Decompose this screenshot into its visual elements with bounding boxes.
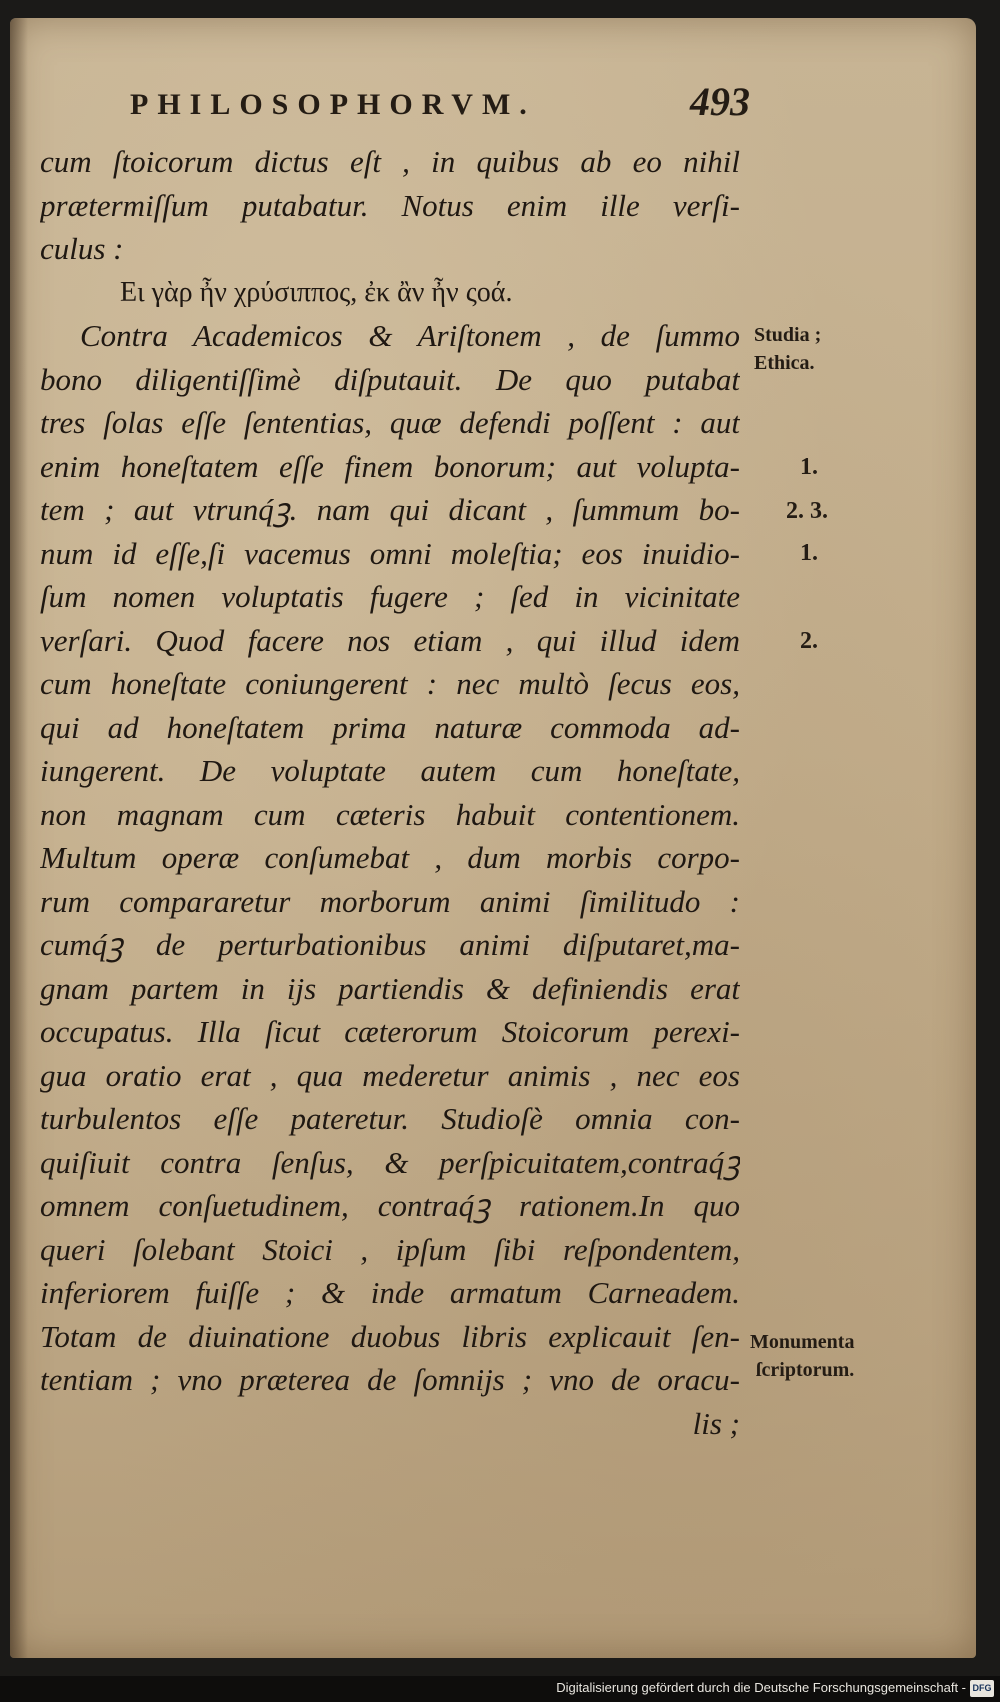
text-line: rum compararetur morborum animi ſimilitudo :: [40, 883, 740, 919]
text-line: inferiorem fuiſſe ; & inde armatum Carneadem.: [40, 1275, 740, 1310]
text-line: queri ſolebant Stoici , ipſum ſibi reſpondentem,: [40, 1231, 740, 1267]
margin-note-ethica: Ethica.: [754, 352, 815, 374]
text-line: occupatus. Illa ſicut cæterorum Stoicorum perexi-: [40, 1014, 740, 1049]
digitization-footer: [0, 1676, 1000, 1702]
text-line: gnam partem in ijs partiendis & definiendis erat: [40, 970, 740, 1006]
greek-verse-line: Ει γὰρ ἦν χρύσιππος, ἐκ ἂν ἦν ςοά.: [120, 276, 513, 308]
text-line: ſum nomen voluptatis fugere ; ſed in vicinitate: [40, 579, 740, 614]
text-line: Totam de diuinatione duobus libris explicauit ſen-: [40, 1318, 740, 1354]
text-line: turbulentos eſſe pateretur. Studioſè omnia con-: [40, 1101, 740, 1136]
dfg-logo-icon: DFG: [970, 1680, 994, 1697]
main-text: [40, 140, 740, 1445]
funding-credit: Digitalisierung gefördert durch die Deutsche Forschungsgemeinschaft -: [556, 1680, 966, 1695]
text-line: cum ſtoicorum dictus eſt , in quibus ab eo nihil: [40, 144, 740, 179]
text-line: Multum operæ conſumebat , dum morbis corpo-: [40, 840, 740, 875]
text-line: qui ad honeſtatem prima naturæ commoda ad-: [40, 709, 740, 745]
text-line: enim honeſtatem eſſe finem bonorum; aut volupta-: [40, 448, 740, 484]
text-line: num id eſſe,ſi vacemus omni moleſtia; eos inuidio-: [40, 535, 740, 571]
margin-note-scriptorum: ſcriptorum.: [756, 1359, 855, 1381]
page-header: [130, 78, 750, 138]
text-line: quiſiuit contra ſenſus, & perſpicuitatem,contraq́ꝫ: [40, 1144, 740, 1180]
text-line: tentiam ; vno præterea de ſomnijs ; vno de oracu-: [40, 1362, 740, 1397]
text-line: prætermiſſum putabatur. Notus enim ille verſi-: [40, 187, 740, 223]
margin-note-monumenta: Monumenta: [750, 1331, 855, 1353]
text-line: tres ſolas eſſe ſententias, quæ defendi poſſent : aut: [40, 405, 740, 440]
margin-number: 1.: [800, 454, 818, 480]
text-line: gua oratio erat , qua mederetur animis , nec eos: [40, 1057, 740, 1093]
margin-note-studia: Studia ;: [754, 324, 822, 346]
text-line: omnem conſuetudinem, contraq́ꝫ rationem.In quo: [40, 1188, 740, 1223]
text-line: culus :: [40, 231, 124, 266]
book-page: [10, 18, 976, 1658]
text-line: tem ; aut vtrunq́ꝫ. nam qui dicant , ſummum bo-: [40, 492, 740, 527]
text-line: bono diligentiſſimè diſputauit. De quo putabat: [40, 361, 740, 397]
margin-number: 2. 3.: [786, 498, 828, 524]
running-head: PHILOSOPHORVM.: [130, 88, 536, 121]
text-line: verſari. Quod facere nos etiam , qui illud idem: [40, 622, 740, 658]
page-number: 493: [690, 79, 750, 124]
text-line: cum honeſtate coniungerent : nec multò ſecus eos,: [40, 666, 740, 701]
text-line: iungerent. De voluptate autem cum honeſtate,: [40, 753, 740, 788]
text-line: Contra Academicos & Ariſtonem , de ſummo: [80, 318, 740, 353]
text-line: non magnam cum cæteris habuit contentionem.: [40, 796, 740, 832]
margin-number: 2.: [800, 628, 818, 654]
margin-number: 1.: [800, 540, 818, 566]
text-line: cumq́ꝫ de perturbationibus animi diſputaret,ma-: [40, 927, 740, 962]
catchword-line: lis ;: [692, 1405, 740, 1441]
